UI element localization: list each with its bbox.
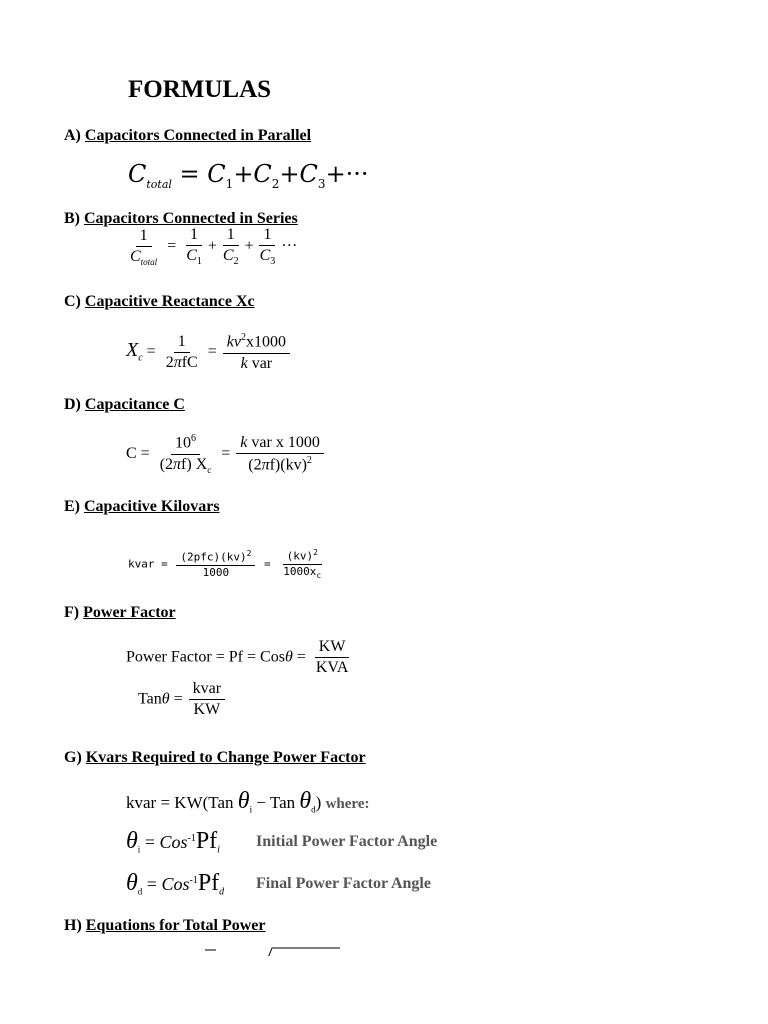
section-title: Capacitive Kilovars bbox=[84, 498, 220, 515]
section-f-heading bbox=[64, 604, 176, 622]
section-c-heading bbox=[64, 293, 255, 311]
formula-kilovars: kvar = $\frac{(2pfc)(kv)^2}{1000}$ = $\frac{(kv)^2}{1000x_c}$ bbox=[128, 548, 322, 581]
section-title: Capacitors Connected in Parallel bbox=[84, 127, 312, 144]
section-letter: H) bbox=[64, 917, 82, 934]
section-title: Capacitors Connected in Series bbox=[84, 210, 298, 227]
section-d-heading bbox=[64, 396, 185, 414]
section-title: Power Factor bbox=[83, 604, 176, 621]
section-a-heading bbox=[64, 127, 311, 145]
formula-series: $\frac{1}{C_{total}}$ = $\frac{1}{C_1}$ + $\frac{1}{C_2}$ + $\frac{1}{C_3}$ ··· bbox=[130, 226, 298, 268]
formula-final-angle: $\theta_d = Cos^{-1}Pf_d$ bbox=[126, 870, 225, 898]
section-e-heading bbox=[64, 498, 220, 516]
section-letter: D) bbox=[64, 396, 81, 413]
formula-total-power-partial bbox=[200, 946, 350, 956]
section-h-heading bbox=[64, 917, 266, 935]
formula-capacitance: C = $\frac{10^6}{(2\pi f) X_c}$ = $\frac{\text{k var x 1000}}{(2\pi f)(kv)^2}$ bbox=[126, 433, 326, 475]
formula-reactance: $X_c$ = $\frac{1}{\text{2πfC}}$ = $\frac{kv^2x1000}{\text{k var}}$ bbox=[126, 332, 292, 373]
section-title: Capacitive Reactance Xc bbox=[84, 293, 255, 310]
section-letter: B) bbox=[64, 210, 80, 227]
formula-initial-angle: $\theta_i = Cos^{-1}Pf_i$ bbox=[126, 828, 220, 856]
where-label: where: bbox=[325, 796, 370, 812]
section-letter: C) bbox=[64, 293, 81, 310]
formula-kvar-required: kvar = KW(Tan $\theta_i$ − Tan $\theta_d$) where: bbox=[126, 788, 370, 815]
section-letter: F) bbox=[64, 604, 80, 621]
page-title: FORMULAS bbox=[128, 76, 272, 103]
formula-parallel: $C_{total} = C_1+C_2+C_3+\cdot\cdot\cdot$ bbox=[128, 160, 369, 191]
final-angle-label: Final Power Factor Angle bbox=[256, 875, 431, 892]
section-letter: E) bbox=[64, 498, 80, 515]
formula-tan-theta: Tanθ = $\frac{\text{kvar}}{KW}$ bbox=[138, 680, 227, 720]
sqrt-symbol bbox=[200, 946, 350, 956]
section-title: Capacitance C bbox=[84, 396, 185, 413]
initial-angle-label: Initial Power Factor Angle bbox=[256, 833, 438, 850]
section-letter: G) bbox=[64, 749, 82, 766]
section-letter: A) bbox=[64, 127, 81, 144]
section-title: Kvars Required to Change Power Factor bbox=[85, 749, 366, 766]
formula-power-factor: Power Factor = Pf = Cosθ = $\frac{KW}{\text{KVA}}$ bbox=[126, 638, 349, 677]
section-g-heading bbox=[64, 749, 366, 767]
section-title: Equations for Total Power bbox=[85, 917, 266, 934]
